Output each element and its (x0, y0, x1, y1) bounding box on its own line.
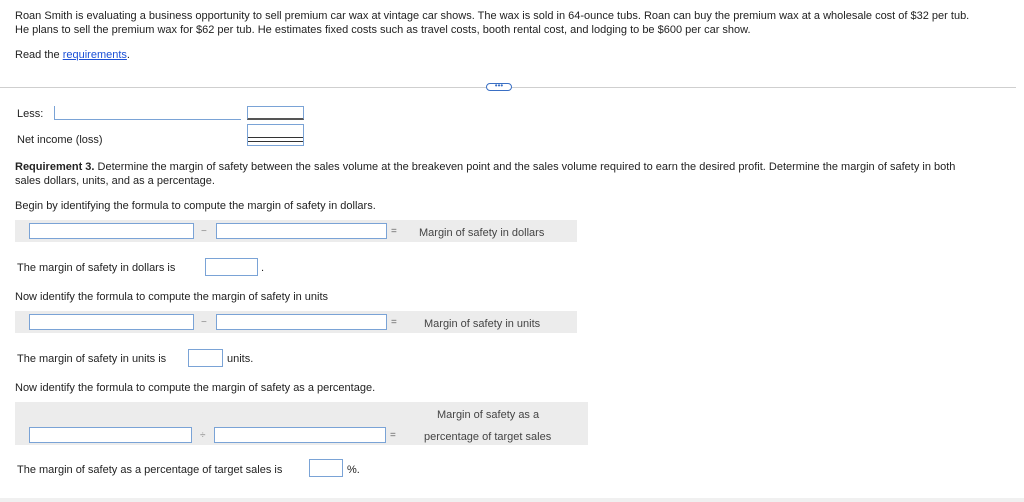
percent-formula-input-1[interactable] (29, 427, 192, 443)
requirement-3-line1 (15, 161, 955, 173)
percent-equals: = (390, 430, 396, 441)
dollars-minus-operator: − (201, 226, 207, 237)
percent-answer-label: The margin of safety as a percentage of target sales is (17, 464, 283, 476)
less-label: Less: (17, 108, 44, 120)
units-answer-label: The margin of safety in units is (17, 353, 167, 365)
net-income-label: Net income (loss) (17, 134, 103, 146)
units-result-label: Margin of safety in units (424, 318, 541, 330)
requirement-3-text: Determine the margin of safety between the sales volume at the breakeven point and the sales volume required to earn the desired profit. Determine the margin of safety in both (94, 161, 956, 173)
less-description-input[interactable] (54, 106, 241, 120)
dollars-intro: Begin by identifying the formula to compute the margin of safety in dollars. (15, 200, 376, 212)
read-suffix: . (126, 49, 130, 61)
less-amount-input[interactable] (247, 106, 304, 120)
dollars-result-label: Margin of safety in dollars (419, 227, 545, 239)
percent-answer-suffix: %. (347, 464, 360, 476)
net-income-input[interactable] (247, 124, 304, 146)
bottom-edge (0, 498, 1024, 502)
units-formula-input-2[interactable] (216, 314, 387, 330)
read-requirements (15, 49, 130, 61)
dollars-answer-input[interactable] (205, 258, 258, 276)
percent-answer-input[interactable] (309, 459, 343, 477)
units-intro: Now identify the formula to compute the margin of safety in units (15, 291, 329, 303)
units-formula-input-1[interactable] (29, 314, 194, 330)
dollars-answer-suffix: . (261, 262, 265, 274)
percent-formula-input-2[interactable] (214, 427, 386, 443)
read-prefix: Read the (15, 49, 63, 61)
percent-divide-operator: ÷ (200, 430, 206, 441)
requirement-3-line2: sales dollars, units, and as a percentage. (15, 175, 215, 187)
dollars-formula-input-1[interactable] (29, 223, 194, 239)
percent-result-label-line2: percentage of target sales (424, 431, 552, 443)
requirements-link[interactable]: requirements (62, 49, 127, 61)
percent-result-label-line1: Margin of safety as a (437, 409, 540, 421)
problem-text-line1: Roan Smith is evaluating a business opportunity to sell premium car wax at vintage car shows. The wax is sold in 64-ounce tubs. Roan can buy the premium wax at a wholesale cost of $32 per tub. (15, 10, 970, 22)
problem-text-line2: He plans to sell the premium wax for $62 per tub. He estimates fixed costs such as travel costs, booth rental cost, and lodging to be $600 per car show. (15, 24, 751, 36)
units-answer-suffix: units. (227, 353, 254, 365)
units-equals: = (391, 317, 397, 328)
percent-intro: Now identify the formula to compute the margin of safety as a percentage. (15, 382, 376, 394)
units-minus-operator: − (201, 317, 207, 328)
dollars-equals: = (391, 226, 397, 237)
units-answer-input[interactable] (188, 349, 223, 367)
requirement-3-title: Requirement 3. (15, 161, 95, 173)
dollars-answer-label: The margin of safety in dollars is (17, 262, 176, 274)
double-underline (248, 137, 303, 142)
dollars-formula-input-2[interactable] (216, 223, 387, 239)
more-button[interactable]: ••• (486, 83, 512, 91)
